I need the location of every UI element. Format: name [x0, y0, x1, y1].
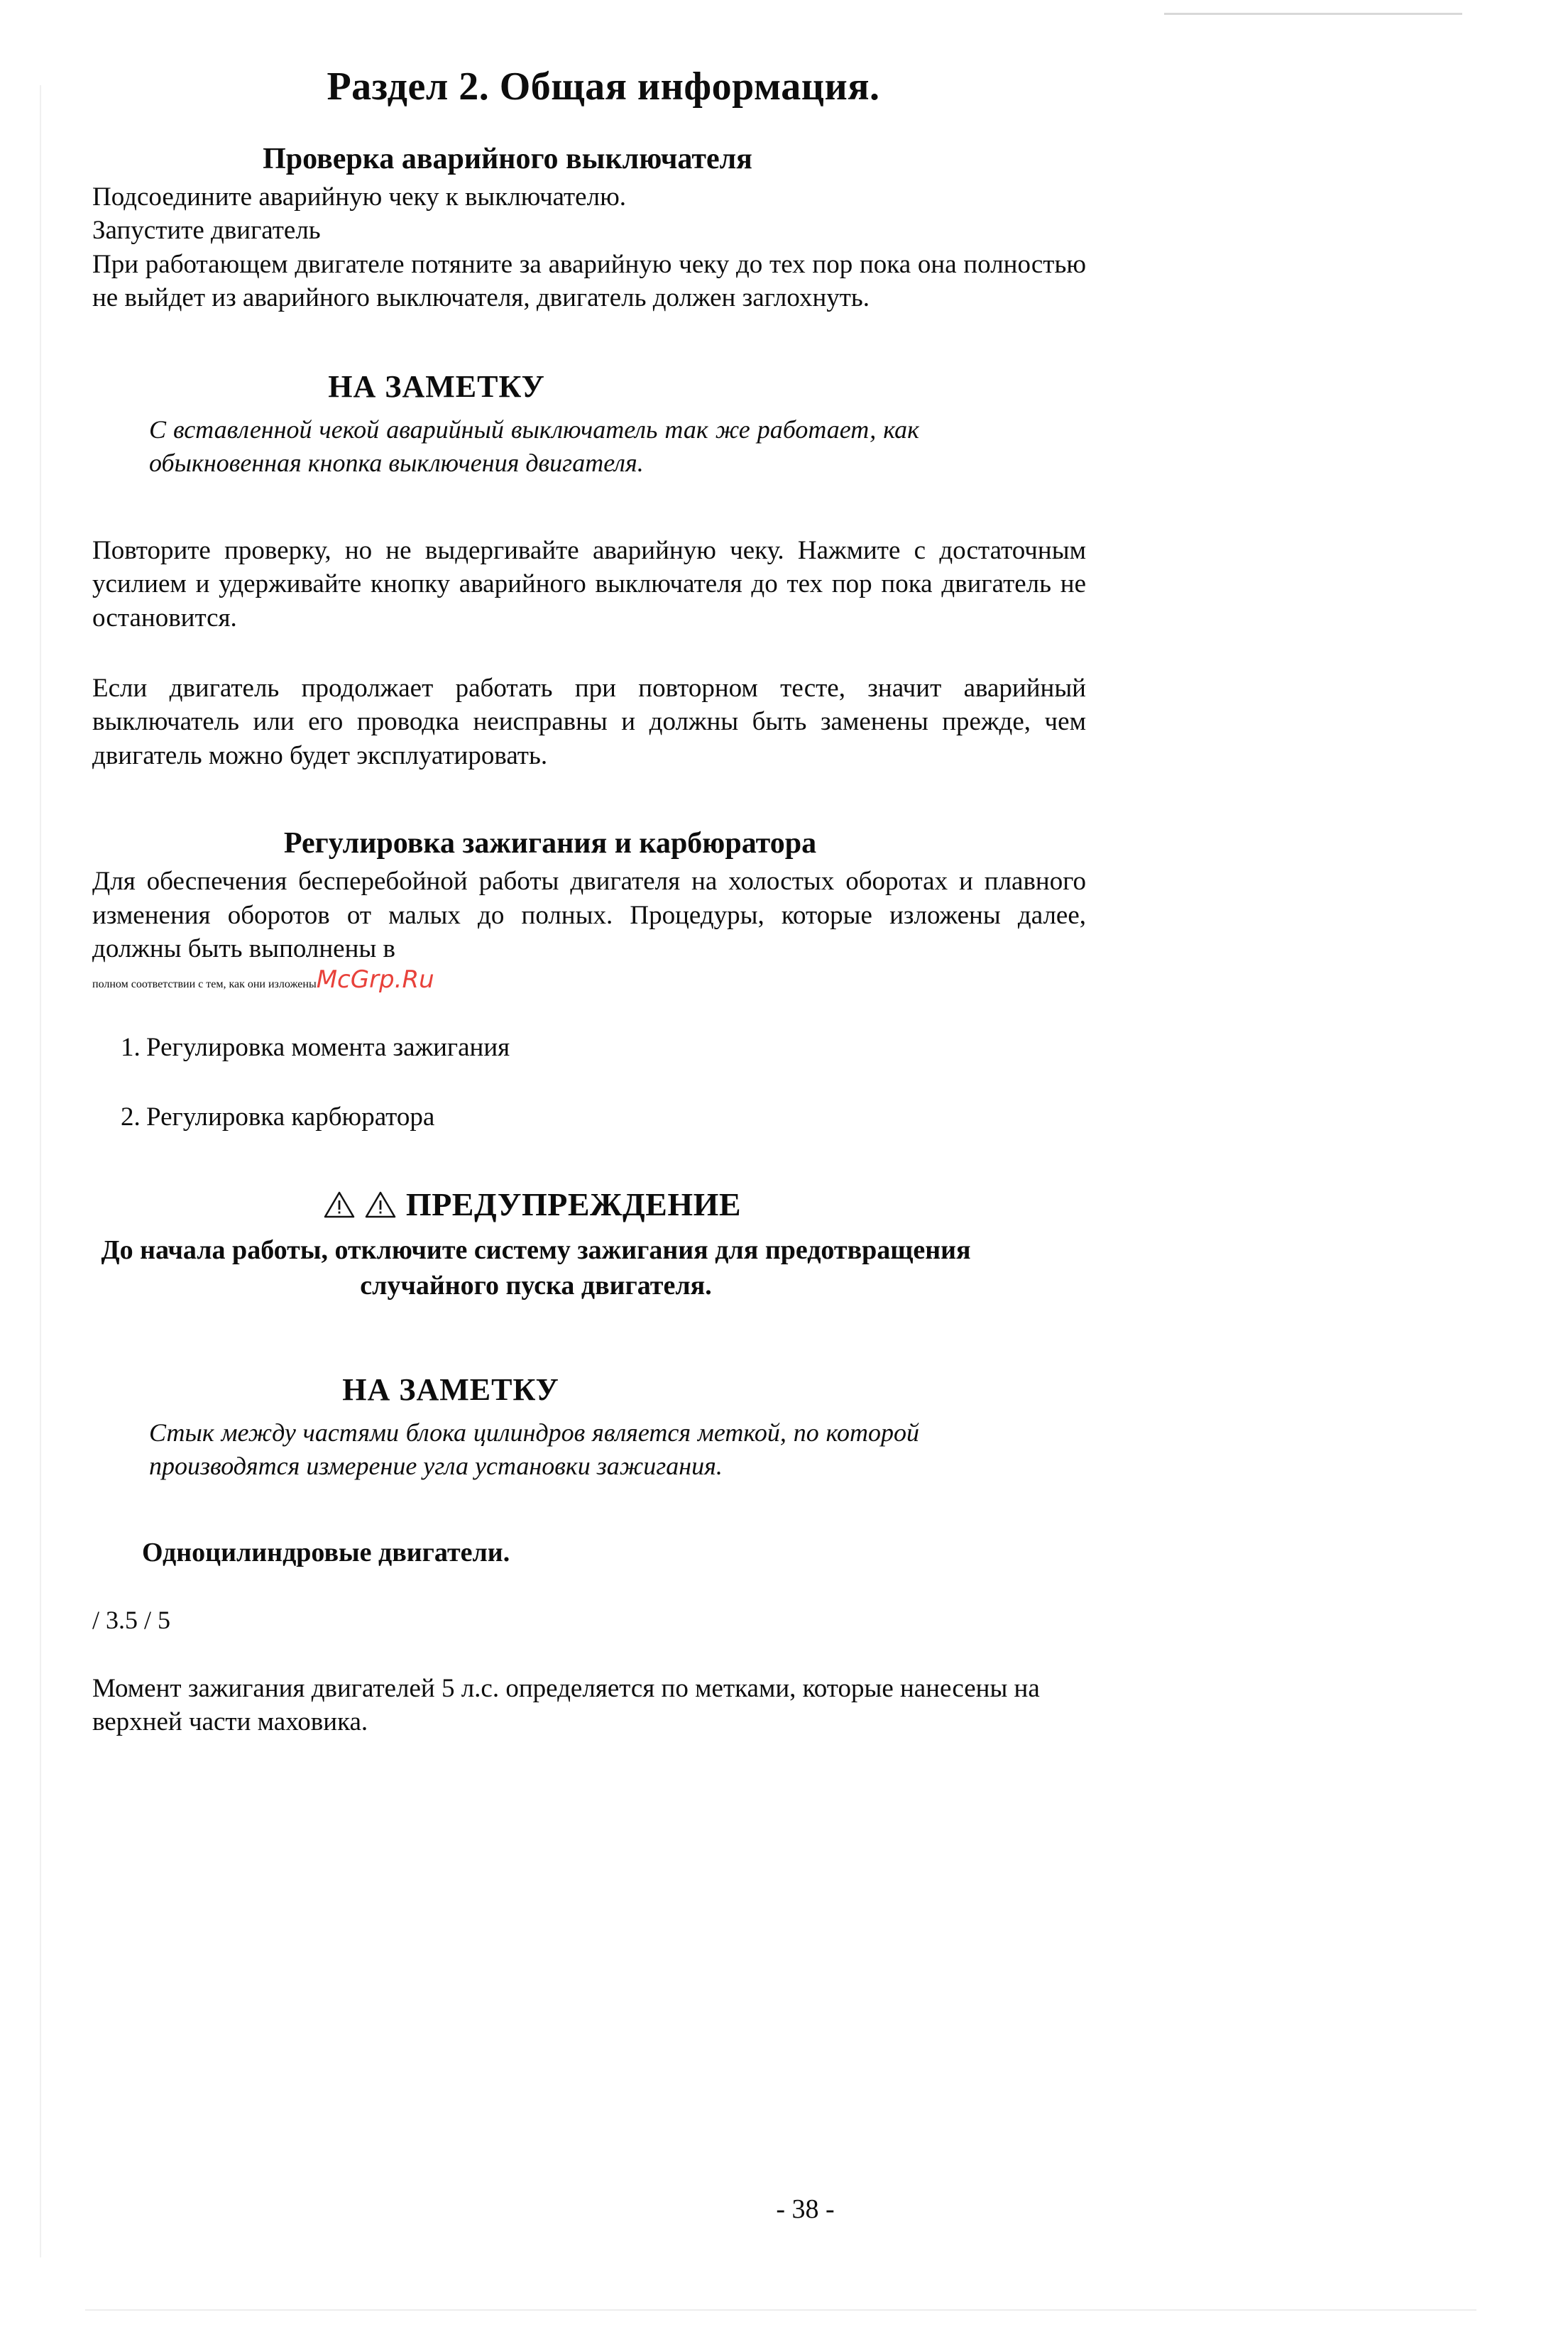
- scan-artifact-bottom: [85, 2309, 1476, 2311]
- scan-artifact-top: [1164, 13, 1462, 15]
- warning-triangle-icon: [324, 1190, 355, 1219]
- list-item-number: 1.: [121, 1033, 141, 1063]
- watermark: McGrp.Ru: [316, 965, 434, 995]
- page-title: Раздел 2. Общая информация.: [327, 65, 880, 109]
- tuning-steps-list: [92, 1031, 1086, 1134]
- note-title-1: НА ЗАМЕТКУ: [328, 369, 545, 405]
- page-content: [92, 64, 1086, 1739]
- section-heading-kill-switch: Проверка аварийного выключателя: [263, 143, 752, 175]
- tuning-paragraph-last-line: [92, 965, 1086, 994]
- page-number: - 38 -: [776, 2194, 835, 2224]
- kill-switch-line-1: Подсоедините аварийную чеку к выключателю.: [92, 182, 626, 212]
- single-cylinder-paragraph: Момент зажигания двигателей 5 л.с. определяется по метками, которые нанесены на верхней части маховика.: [92, 1673, 1040, 1737]
- warning-title: ПРЕДУПРЕЖДЕНИЕ: [405, 1186, 742, 1223]
- kill-switch-line-2: Запустите двигатель: [92, 216, 321, 246]
- list-item-number: 2.: [121, 1102, 141, 1132]
- tuning-paragraph: Для обеспечения бесперебойной работы двигателя на холостых оборотах и плавного изменения оборотов от малых до полных. Процедуры, которые изложены далее, должны быть выполнены в: [92, 867, 1086, 963]
- scan-artifact-left: [40, 85, 41, 2257]
- list-item-label: Регулировка момента зажигания: [146, 1033, 510, 1063]
- fault-paragraph: Если двигатель продолжает работать при повторном тесте, значит аварийный выключатель или его проводка неисправны и должны быть заменены прежде, чем двигатель можно будет эксплуатировать.: [92, 674, 1086, 770]
- warning-heading-row: [92, 1186, 1086, 1223]
- note-body-1: С вставленной чекой аварийный выключатель так же работает, как обыкновенная кнопка выключения двигателя.: [149, 415, 919, 478]
- kill-switch-paragraph: При работающем двигателе потяните за аварийную чеку до тех пор пока она полностью не выйдет из аварийного выключателя, двигатель должен заглохнуть.: [92, 249, 1086, 313]
- list-item: [92, 1100, 1086, 1134]
- spec-value: / 3.5 / 5: [92, 1605, 171, 1634]
- subheading-single-cylinder: Одноцилиндровые двигатели.: [142, 1537, 510, 1567]
- note-body-2: Стык между частями блока цилиндров является меткой, по которой производятся измерение угла установки зажигания.: [149, 1418, 919, 1481]
- list-item: [92, 1031, 1086, 1065]
- section-heading-tuning: Регулировка зажигания и карбюратора: [283, 827, 817, 860]
- tuning-paragraph-tail: полном соответствии с тем, как они изложены: [92, 978, 317, 991]
- warning-triangle-icon: [365, 1190, 396, 1219]
- warning-body: До начала работы, отключите систему зажигания для предотвращения случайного пуска двигателя.: [101, 1235, 971, 1301]
- repeat-test-paragraph: Повторите проверку, но не выдергивайте аварийную чеку. Нажмите с достаточным усилием и удерживайте кнопку аварийного выключателя до тех пор пока двигатель не остановится.: [92, 536, 1086, 633]
- list-item-label: Регулировка карбюратора: [146, 1102, 435, 1132]
- note-title-2: НА ЗАМЕТКУ: [342, 1372, 559, 1408]
